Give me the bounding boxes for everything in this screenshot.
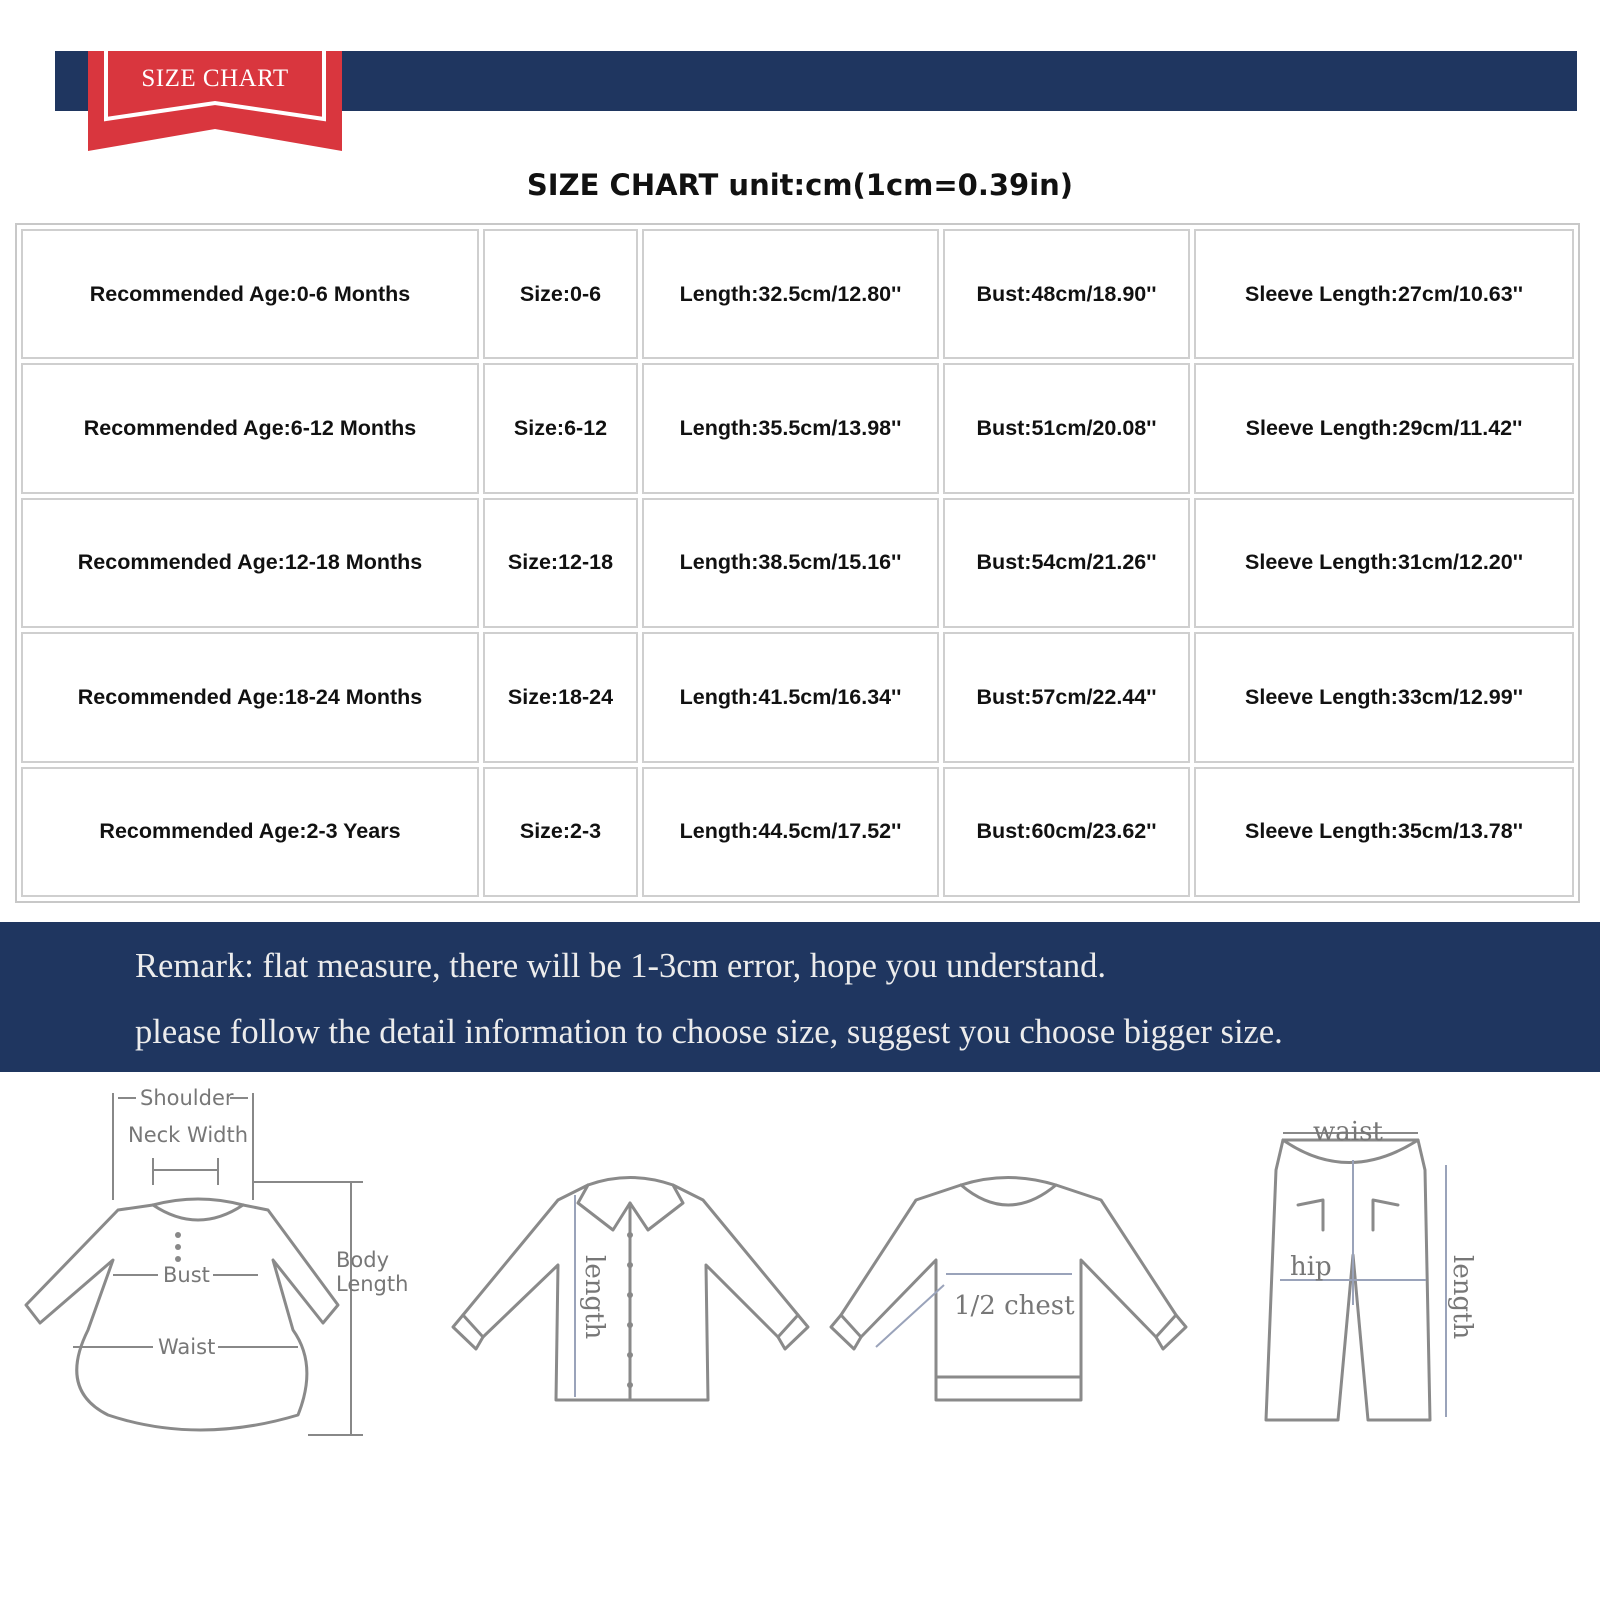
sweater-icon <box>836 1095 1186 1415</box>
bust-cell: Bust:51cm/20.08'' <box>943 363 1190 493</box>
waist-label-pants: waist <box>1313 1117 1383 1147</box>
table-row <box>21 229 1574 359</box>
age-cell: Recommended Age:0-6 Months <box>21 229 479 359</box>
sleeve-cell: Sleeve Length:29cm/11.42'' <box>1194 363 1574 493</box>
pants-length-label: length <box>1447 1255 1477 1340</box>
age-cell: Recommended Age:18-24 Months <box>21 632 479 762</box>
bust-cell: Bust:54cm/21.26'' <box>943 498 1190 628</box>
size-cell: Size:12-18 <box>483 498 638 628</box>
table-row <box>21 767 1574 897</box>
pants-icon <box>1268 1095 1488 1425</box>
size-cell: Size:2-3 <box>483 767 638 897</box>
shirt-length-label: length <box>579 1255 609 1340</box>
sleeve-cell: Sleeve Length:33cm/12.99'' <box>1194 632 1574 762</box>
length-cell: Length:38.5cm/15.16'' <box>642 498 939 628</box>
sleeve-cell: Sleeve Length:35cm/13.78'' <box>1194 767 1574 897</box>
length-cell: Length:32.5cm/12.80'' <box>642 229 939 359</box>
page-title: SIZE CHART unit:cm(1cm=0.39in) <box>526 168 1074 202</box>
neck-width-label: Neck Width <box>128 1123 249 1147</box>
length-cell: Length:41.5cm/16.34'' <box>642 632 939 762</box>
size-cell: Size:18-24 <box>483 632 638 762</box>
body-length-label-2: Length <box>336 1272 409 1296</box>
bust-cell: Bust:57cm/22.44'' <box>943 632 1190 762</box>
table-row <box>21 363 1574 493</box>
sleeve-cell: Sleeve Length:27cm/10.63'' <box>1194 229 1574 359</box>
dress-diagram <box>18 1086 418 1445</box>
ribbon-label: SIZE CHART <box>141 65 289 92</box>
shirt-icon <box>458 1095 803 1435</box>
sleeve-cell: Sleeve Length:31cm/12.20'' <box>1194 498 1574 628</box>
bust-label: Bust <box>163 1263 210 1287</box>
remark-line-2: please follow the detail information to choose size, suggest you choose bigger size. <box>135 1013 1283 1051</box>
size-table <box>15 223 1580 903</box>
hip-label: hip <box>1290 1252 1332 1282</box>
bust-cell: Bust:60cm/23.62'' <box>943 767 1190 897</box>
table-row <box>21 498 1574 628</box>
table-row <box>21 632 1574 762</box>
sweater-diagram <box>836 1095 1186 1415</box>
length-cell: Length:44.5cm/17.52'' <box>642 767 939 897</box>
size-cell: Size:0-6 <box>483 229 638 359</box>
body-length-label-1: Body <box>336 1248 390 1272</box>
age-cell: Recommended Age:2-3 Years <box>21 767 479 897</box>
dress-icon <box>18 1086 418 1445</box>
length-cell: Length:35.5cm/13.98'' <box>642 363 939 493</box>
size-cell: Size:6-12 <box>483 363 638 493</box>
chest-label: 1/2 chest <box>954 1291 1075 1321</box>
bust-cell: Bust:48cm/18.90'' <box>943 229 1190 359</box>
size-chart-ribbon <box>88 51 342 151</box>
remark-line-1: Remark: flat measure, there will be 1-3cm error, hope you understand. <box>135 947 1106 985</box>
pants-diagram <box>1268 1095 1488 1425</box>
age-cell: Recommended Age:12-18 Months <box>21 498 479 628</box>
age-cell: Recommended Age:6-12 Months <box>21 363 479 493</box>
shirt-diagram <box>458 1095 803 1435</box>
waist-label: Waist <box>158 1335 216 1359</box>
shoulder-label: Shoulder <box>140 1086 234 1110</box>
